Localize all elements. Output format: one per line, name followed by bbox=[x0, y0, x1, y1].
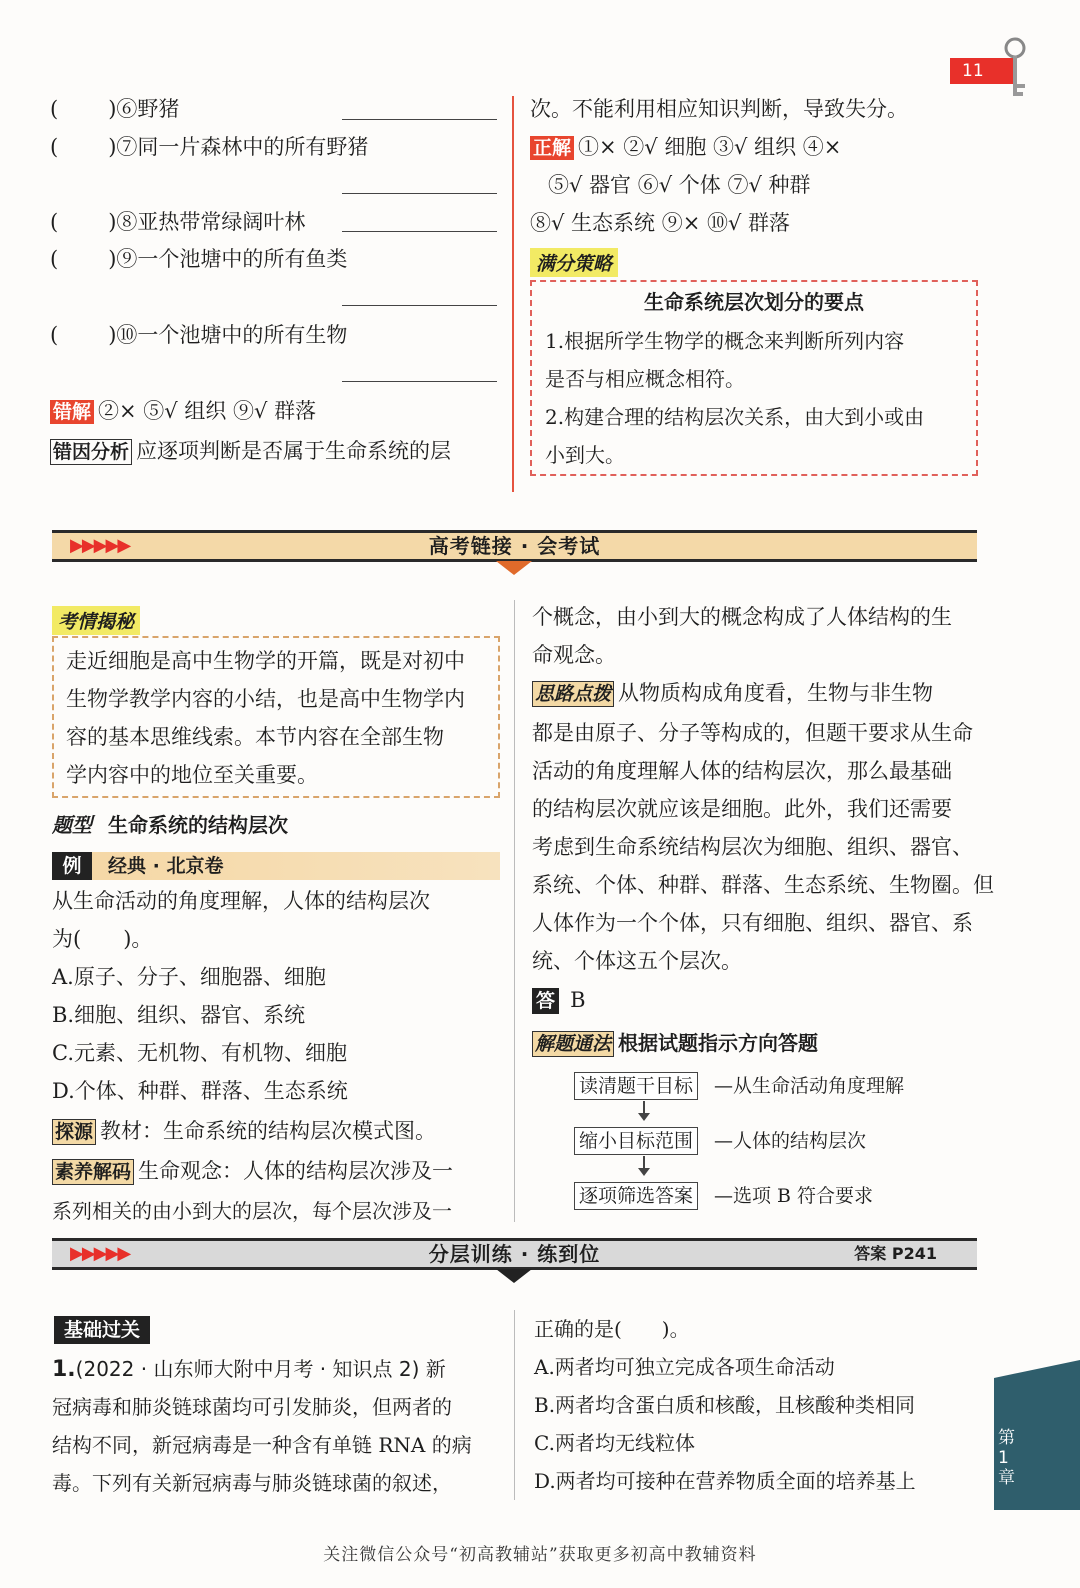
text-line: 命观念。 bbox=[532, 643, 616, 667]
flow-arrow-icon bbox=[643, 1156, 645, 1174]
option-d[interactable]: D.两者均可接种在营养物质全面的培养基上 bbox=[534, 1469, 916, 1493]
text-line: 小到大。 bbox=[545, 443, 625, 467]
section-banner-gaokao bbox=[52, 530, 977, 562]
flow-desc-3: —选项 B 符合要求 bbox=[714, 1185, 874, 1207]
arrows-icon: ▶▶▶▶▶ bbox=[70, 535, 130, 556]
source-line: 探源 教材：生命系统的结构层次模式图。 bbox=[52, 1112, 436, 1150]
option-d[interactable]: D.个体、种群、群落、生态系统 bbox=[52, 1079, 348, 1103]
text-line: 个概念，由小到大的概念构成了人体结构的生 bbox=[532, 605, 952, 629]
question-text: 冠病毒和肺炎链球菌均可引发肺炎，但两者的 bbox=[52, 1395, 452, 1419]
flow-step-1: 读清题干目标 bbox=[574, 1072, 698, 1100]
text-line: 统、个体这五个层次。 bbox=[532, 949, 742, 973]
banner-title: 分层训练 · 练到位 bbox=[428, 1242, 601, 1266]
strategy-header bbox=[530, 248, 618, 277]
question-type: 题型 生命系统的结构层次 bbox=[52, 813, 288, 837]
cause-analysis: 错因分析 应逐项判断是否属于生命系统的层 bbox=[50, 432, 451, 470]
option-c[interactable]: C.两者均无线粒体 bbox=[534, 1431, 695, 1455]
correct-answer: 正解 ①× ②√ 细胞 ③√ 组织 ④× bbox=[530, 128, 841, 166]
flow-step-2: 缩小目标范围 bbox=[574, 1127, 698, 1155]
text-line: 次。不能利用相应知识判断，导致失分。 bbox=[530, 97, 908, 121]
answer-tag: 答 bbox=[532, 988, 559, 1014]
answer-blank[interactable] bbox=[342, 231, 497, 232]
question-text: 结构不同，新冠病毒是一种含有单链 RNA 的病 bbox=[52, 1433, 472, 1457]
text-line: 都是由原子、分子等构成的，但题干要求从生命 bbox=[532, 721, 973, 745]
arrows-icon: ▶▶▶▶▶ bbox=[70, 1243, 130, 1264]
wrong-answer: 错解 ②× ⑤√ 组织 ⑨√ 群落 bbox=[50, 392, 316, 430]
method-label: 解题通法 bbox=[532, 1031, 614, 1057]
answer-blank[interactable] bbox=[342, 193, 497, 194]
example-source: 经典 · 北京卷 bbox=[108, 855, 224, 877]
chapter-label: 第1章 bbox=[998, 1428, 1015, 1488]
flow-step-3: 逐项筛选答案 bbox=[574, 1182, 698, 1210]
option-b[interactable]: B.细胞、组织、器官、系统 bbox=[52, 1003, 306, 1027]
question-text: 从生命活动的角度理解，人体的结构层次 bbox=[52, 889, 430, 913]
column-divider bbox=[512, 96, 514, 492]
question-text: 正确的是( )。 bbox=[534, 1317, 690, 1341]
banner-pointer bbox=[496, 561, 532, 575]
question-1-line1: 1.(2022 · 山东师大附中月考 · 知识点 2) 新 bbox=[52, 1357, 446, 1382]
item-6: ( )⑥野猪 bbox=[50, 97, 180, 121]
question-text: 为( )。 bbox=[52, 927, 153, 951]
wrong-label: 错解 bbox=[50, 400, 94, 424]
cause-label: 错因分析 bbox=[50, 439, 132, 465]
text-line: 人体作为一个个体，只有细胞、组织、器官、系 bbox=[532, 911, 973, 935]
example-tag: 例 bbox=[52, 852, 92, 880]
method-line: 解题通法 根据试题指示方向答题 bbox=[532, 1024, 818, 1062]
text-line: 1.根据所学生物学的概念来判断所列内容 bbox=[545, 329, 905, 353]
option-a[interactable]: A.两者均可独立完成各项生命活动 bbox=[534, 1355, 835, 1379]
banner-pointer bbox=[496, 1269, 532, 1283]
literacy-label: 素养解码 bbox=[52, 1159, 134, 1185]
option-b[interactable]: B.两者均含蛋白质和核酸，且核酸种类相同 bbox=[534, 1393, 916, 1417]
option-a[interactable]: A.原子、分子、细胞器、细胞 bbox=[52, 965, 326, 989]
key-icon bbox=[998, 36, 1032, 104]
flow-arrow-icon bbox=[643, 1101, 645, 1119]
text-line: 系统、个体、种群、群落、生态系统、生物圈。但 bbox=[532, 873, 994, 897]
item-7: ( )⑦同一片森林中的所有野猪 bbox=[50, 135, 369, 159]
literacy-line: 素养解码 生命观念：人体的结构层次涉及一 bbox=[52, 1152, 453, 1190]
answer-reference: 答案 P241 bbox=[854, 1244, 937, 1263]
text-line: 学内容中的地位至关重要。 bbox=[66, 763, 318, 787]
text-line: 2.构建合理的结构层次关系，由大到小或由 bbox=[545, 405, 925, 429]
text-line: 走近细胞是高中生物学的开篇，既是对初中 bbox=[66, 649, 465, 673]
flow-desc-1: —从生命活动角度理解 bbox=[714, 1075, 905, 1097]
section-banner-training bbox=[52, 1238, 977, 1270]
item-8: ( )⑧亚热带常绿阔叶林 bbox=[50, 210, 306, 234]
page-number: 11 bbox=[962, 61, 984, 81]
question-text: 毒。下列有关新冠病毒与肺炎链球菌的叙述， bbox=[52, 1471, 452, 1495]
box-title: 生命系统层次划分的要点 bbox=[644, 290, 864, 314]
answer-line bbox=[532, 988, 586, 1014]
answer-blank[interactable] bbox=[342, 381, 497, 382]
source-label: 探源 bbox=[52, 1119, 96, 1145]
text-line: ⑤√ 器官 ⑥√ 个体 ⑦√ 种群 bbox=[548, 173, 811, 197]
text-line: 容的基本思维线索。本节内容在全部生物 bbox=[66, 725, 444, 749]
think-line: 思路点拨 从物质构成角度看，生物与非生物 bbox=[532, 674, 933, 712]
text-line: 的结构层次就应该是细胞。此外，我们还需要 bbox=[532, 797, 952, 821]
flow-desc-2: —人体的结构层次 bbox=[714, 1130, 867, 1152]
column-divider bbox=[514, 1310, 515, 1500]
exam-label: 考情揭秘 bbox=[52, 606, 140, 635]
footer-note: 关注微信公众号“初高教辅站”获取更多初高中教辅资料 bbox=[323, 1545, 757, 1565]
banner-title: 高考链接 · 会考试 bbox=[428, 534, 601, 558]
text-line: 生物学教学内容的小结，也是高中生物学内 bbox=[66, 687, 465, 711]
think-label: 思路点拨 bbox=[532, 681, 614, 707]
text-line: 考虑到生命系统结构层次为细胞、组织、器官、 bbox=[532, 835, 973, 859]
item-9: ( )⑨一个池塘中的所有鱼类 bbox=[50, 247, 348, 271]
text-line: 活动的角度理解人体的结构层次，那么最基础 bbox=[532, 759, 952, 783]
column-divider bbox=[514, 600, 515, 1222]
strategy-label: 满分策略 bbox=[530, 248, 618, 277]
item-10: ( )⑩一个池塘中的所有生物 bbox=[50, 323, 348, 347]
basic-label: 基础过关 bbox=[54, 1316, 150, 1344]
text-line: 系列相关的由小到大的层次，每个层次涉及一 bbox=[52, 1199, 452, 1223]
correct-label: 正解 bbox=[530, 136, 574, 160]
text-line: 是否与相应概念相符。 bbox=[545, 367, 745, 391]
text-line: ⑧√ 生态系统 ⑨× ⑩√ 群落 bbox=[530, 211, 791, 235]
answer-value: B bbox=[570, 988, 586, 1012]
answer-blank[interactable] bbox=[342, 305, 497, 306]
answer-blank[interactable] bbox=[342, 119, 497, 120]
option-c[interactable]: C.元素、无机物、有机物、细胞 bbox=[52, 1041, 347, 1065]
